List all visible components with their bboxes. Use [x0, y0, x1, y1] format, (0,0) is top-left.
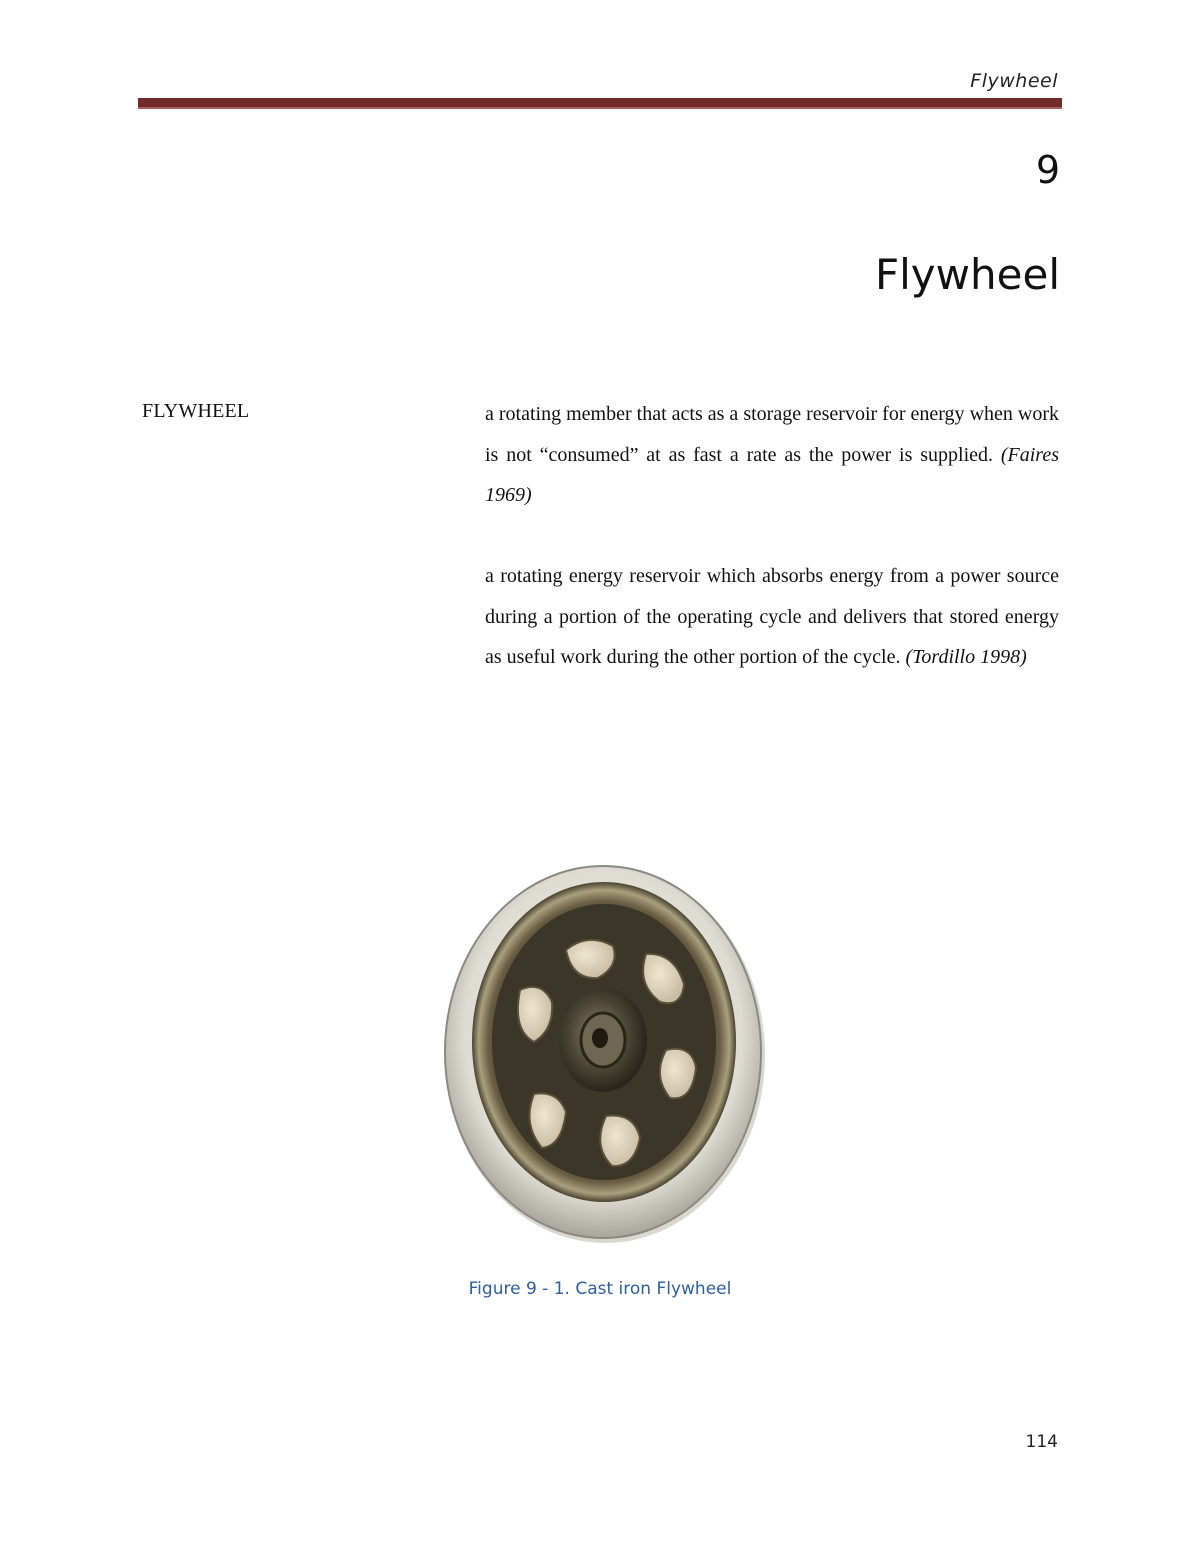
running-header: Flywheel: [970, 70, 1058, 92]
header-rule: [138, 98, 1062, 109]
figure-caption: Figure 9 - 1. Cast iron Flywheel: [468, 1279, 732, 1299]
definition-citation: (Faires 1969): [485, 443, 1059, 506]
page-number: 114: [1025, 1432, 1058, 1452]
chapter-number: 9: [1035, 148, 1060, 192]
definition-text: a rotating member that acts as a storage reservoir for energy when work is not “consumed” at as fast a rate as the power is supplied.: [485, 403, 1059, 466]
definition-citation: (Tordillo 1998): [905, 646, 1027, 668]
flywheel-image: [438, 862, 770, 1252]
definition-paragraph: [485, 394, 1059, 516]
definition-text: a rotating energy reservoir which absorbs energy from a power source during a portion of the operating cycle and delivers that stored energy as useful work during the other portion of the cycle.: [485, 565, 1059, 668]
chapter-title: Flywheel: [874, 250, 1060, 299]
definition-paragraph: [485, 556, 1059, 678]
definition-term: FLYWHEEL: [142, 400, 250, 422]
flywheel-figure: [438, 862, 770, 1252]
